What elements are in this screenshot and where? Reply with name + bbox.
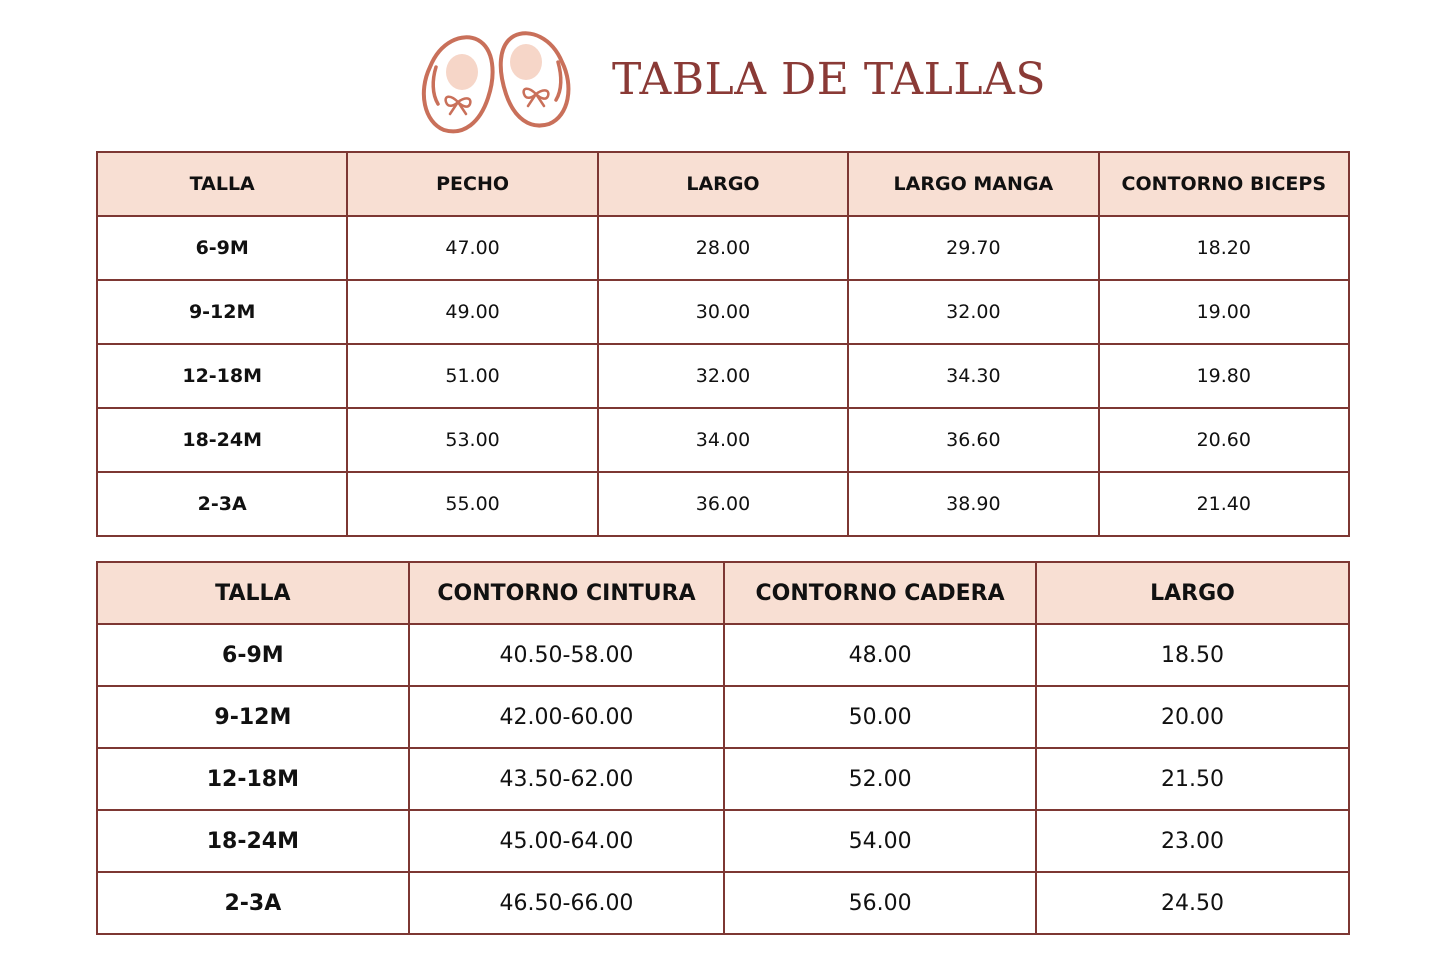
size-cell: 12-18M bbox=[97, 748, 409, 810]
table-cell: 48.00 bbox=[724, 624, 1036, 686]
table-cell: 54.00 bbox=[724, 810, 1036, 872]
page-header bbox=[0, 0, 1445, 145]
table-cell: 18.20 bbox=[1099, 216, 1349, 280]
size-cell: 18-24M bbox=[97, 810, 409, 872]
table-row bbox=[97, 408, 1349, 472]
table-cell: 34.00 bbox=[598, 408, 848, 472]
table-header-row bbox=[97, 152, 1349, 216]
table-cell: 49.00 bbox=[347, 280, 597, 344]
table-cell: 30.00 bbox=[598, 280, 848, 344]
page-title: TABLA DE TALLAS bbox=[612, 54, 1046, 105]
table-cell: 19.80 bbox=[1099, 344, 1349, 408]
table-cell: 18.50 bbox=[1036, 624, 1349, 686]
table-row bbox=[97, 280, 1349, 344]
top-size-table bbox=[96, 151, 1350, 537]
table-cell: 32.00 bbox=[848, 280, 1098, 344]
column-header-contorno-cadera: CONTORNO CADERA bbox=[724, 562, 1036, 624]
table-cell: 38.90 bbox=[848, 472, 1098, 536]
table-cell: 36.00 bbox=[598, 472, 848, 536]
table-cell: 23.00 bbox=[1036, 810, 1349, 872]
table-row bbox=[97, 624, 1349, 686]
table-row bbox=[97, 344, 1349, 408]
size-cell: 2-3A bbox=[97, 472, 347, 536]
table-row bbox=[97, 686, 1349, 748]
table-cell: 20.60 bbox=[1099, 408, 1349, 472]
size-cell: 9-12M bbox=[97, 686, 409, 748]
table-row bbox=[97, 216, 1349, 280]
table-cell: 24.50 bbox=[1036, 872, 1349, 934]
table-cell: 34.30 bbox=[848, 344, 1098, 408]
table-cell: 42.00-60.00 bbox=[409, 686, 725, 748]
table-cell: 40.50-58.00 bbox=[409, 624, 725, 686]
table-cell: 28.00 bbox=[598, 216, 848, 280]
column-header-contorno-cintura: CONTORNO CINTURA bbox=[409, 562, 725, 624]
size-cell: 2-3A bbox=[97, 872, 409, 934]
table-row bbox=[97, 472, 1349, 536]
table-cell: 55.00 bbox=[347, 472, 597, 536]
table-header-row bbox=[97, 562, 1349, 624]
column-header-largo-manga: LARGO MANGA bbox=[848, 152, 1098, 216]
baby-shoes-icon bbox=[414, 22, 579, 140]
table-cell: 45.00-64.00 bbox=[409, 810, 725, 872]
column-header-talla: TALLA bbox=[97, 562, 409, 624]
column-header-largo: LARGO bbox=[1036, 562, 1349, 624]
right-shoe-icon bbox=[501, 33, 569, 125]
column-header-largo: LARGO bbox=[598, 152, 848, 216]
table-cell: 46.50-66.00 bbox=[409, 872, 725, 934]
table-cell: 53.00 bbox=[347, 408, 597, 472]
table-cell: 47.00 bbox=[347, 216, 597, 280]
table-cell: 51.00 bbox=[347, 344, 597, 408]
bottom-size-table bbox=[96, 561, 1350, 935]
size-cell: 18-24M bbox=[97, 408, 347, 472]
left-shoe-icon bbox=[424, 37, 493, 131]
table-cell: 52.00 bbox=[724, 748, 1036, 810]
table-cell: 43.50-62.00 bbox=[409, 748, 725, 810]
table-cell: 20.00 bbox=[1036, 686, 1349, 748]
table-row bbox=[97, 810, 1349, 872]
size-cell: 12-18M bbox=[97, 344, 347, 408]
table-cell: 21.50 bbox=[1036, 748, 1349, 810]
column-header-pecho: PECHO bbox=[347, 152, 597, 216]
table-cell: 32.00 bbox=[598, 344, 848, 408]
column-header-talla: TALLA bbox=[97, 152, 347, 216]
table-cell: 21.40 bbox=[1099, 472, 1349, 536]
table-row bbox=[97, 748, 1349, 810]
table-cell: 56.00 bbox=[724, 872, 1036, 934]
table-cell: 36.60 bbox=[848, 408, 1098, 472]
table-cell: 29.70 bbox=[848, 216, 1098, 280]
table-row bbox=[97, 872, 1349, 934]
size-cell: 9-12M bbox=[97, 280, 347, 344]
column-header-contorno-biceps: CONTORNO BICEPS bbox=[1099, 152, 1349, 216]
size-cell: 6-9M bbox=[97, 216, 347, 280]
table-cell: 19.00 bbox=[1099, 280, 1349, 344]
size-cell: 6-9M bbox=[97, 624, 409, 686]
table-cell: 50.00 bbox=[724, 686, 1036, 748]
